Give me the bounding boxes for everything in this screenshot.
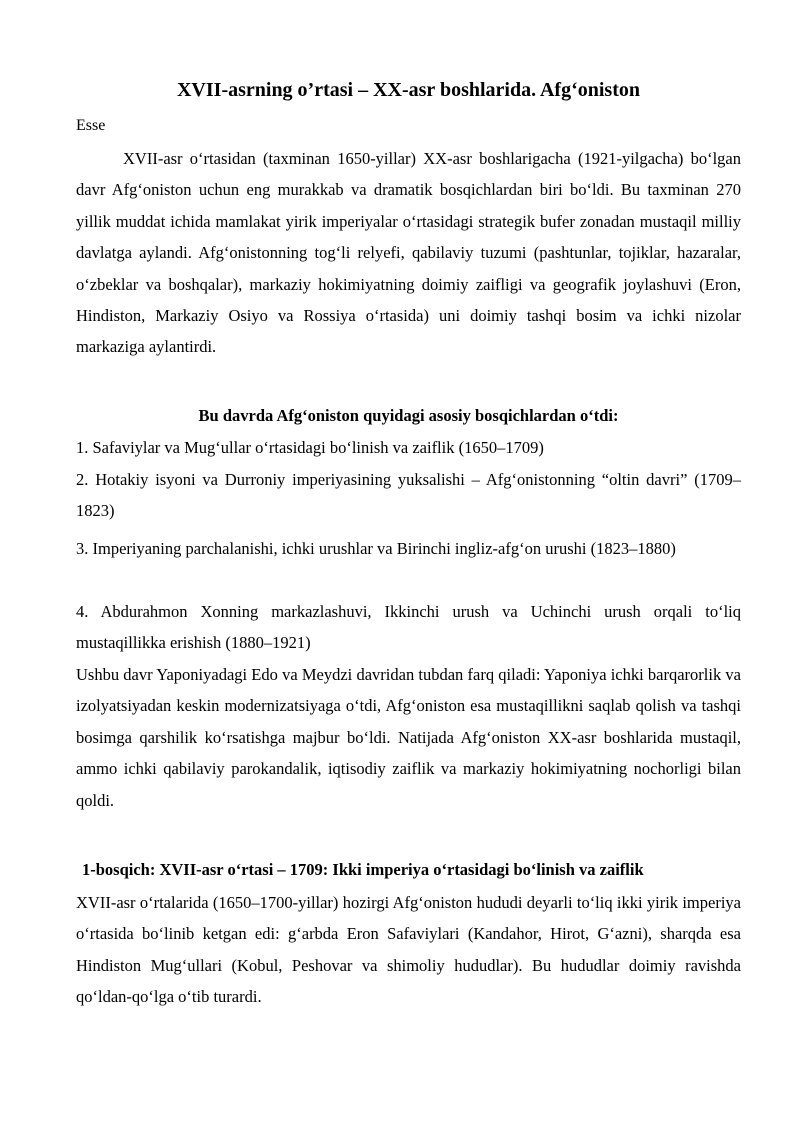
intro-paragraph: XVII-asr o‘rtasidan (taxminan 1650-yillar) XX-asr boshlarigacha (1921-yilgacha) bo‘lgan davr Afg‘oniston uchun eng murakkab va dramatik bosqichlardan biri bo‘ldi. Bu taxminan 270 yillik muddat ichida mamlakat yirik imperiyalar o‘rtasidagi strategik bufer zonadan mustaqil milliy davlatga aylandi. Afg‘onistonning tog‘li relyefi, qabilaviy tuzumi (pashtunlar, tojiklar, hazaralar, o‘zbeklar va boshqalar), markaziy hokimiyatning doimiy zaifligi va geografik joylashuvi (Eron, Hindiston, Markaziy Osiyo va Rossiya o‘rtasida) uni doimiy tashqi bosim va ichki nizolar markaziga aylantirdi. bbox=[76, 149, 741, 357]
document-title: XVII-asrning o’rtasi – XX-asr boshlarida. Afg‘oniston bbox=[176, 79, 640, 101]
stage-item-4: 4. Abdurahmon Xonning markazlashuvi, Ikkinchi urush va Uchinchi urush orqali to‘liq mustaqillikka erishish (1880–1921) bbox=[76, 602, 741, 653]
comparison-paragraph: Ushbu davr Yaponiyadagi Edo va Meydzi davridan tubdan farq qiladi: Yaponiya ichki barqarorlik va izolyatsiyadan keskin modernizatsiyaga o‘tdi, Afg‘oniston esa mustaqillikni saqlab qolish va tashqi bosimga qarshilik ko‘rsatishga majbur bo‘ldi. Natijada Afg‘oniston XX-asr boshlarida mustaqil, ammo ichki qabilaviy parokandalik, iqtisodiy zaiflik va markaziy hokimiyatning nochorligi bilan qoldi. bbox=[76, 665, 741, 810]
section1-heading: 1-bosqich: XVII-asr o‘rtasi – 1709: Ikki imperiya o‘rtasidagi bo‘linish va zaiflik bbox=[82, 860, 644, 879]
stage-item-3: 3. Imperiyaning parchalanishi, ichki urushlar va Birinchi ingliz-afg‘on urushi (1823–1880) bbox=[76, 539, 676, 558]
stage-item-2: 2. Hotakiy isyoni va Durroniy imperiyasining yuksalishi – Afg‘onistonning “oltin davri” (1709–1823) bbox=[76, 470, 741, 521]
stages-heading: Bu davrda Afg‘oniston quyidagi asosiy bosqichlardan o‘tdi: bbox=[198, 406, 619, 425]
section1-paragraph: XVII-asr o‘rtalarida (1650–1700-yillar) hozirgi Afg‘oniston hududi deyarli to‘liq ikki yirik imperiya o‘rtasida bo‘linib ketgan edi: g‘arbda Eron Safaviylari (Kandahor, Hirot, G‘azni), sharqda esa Hindiston Mug‘ullari (Kobul, Peshovar va shimoliy hududlar). Bu hududlar doimiy ravishda qo‘ldan-qo‘lga o‘tib turardi. bbox=[76, 893, 741, 1007]
genre-label: Esse bbox=[76, 117, 106, 134]
stage-item-1: 1. Safaviylar va Mug‘ullar o‘rtasidagi bo‘linish va zaiflik (1650–1709) bbox=[76, 438, 544, 457]
